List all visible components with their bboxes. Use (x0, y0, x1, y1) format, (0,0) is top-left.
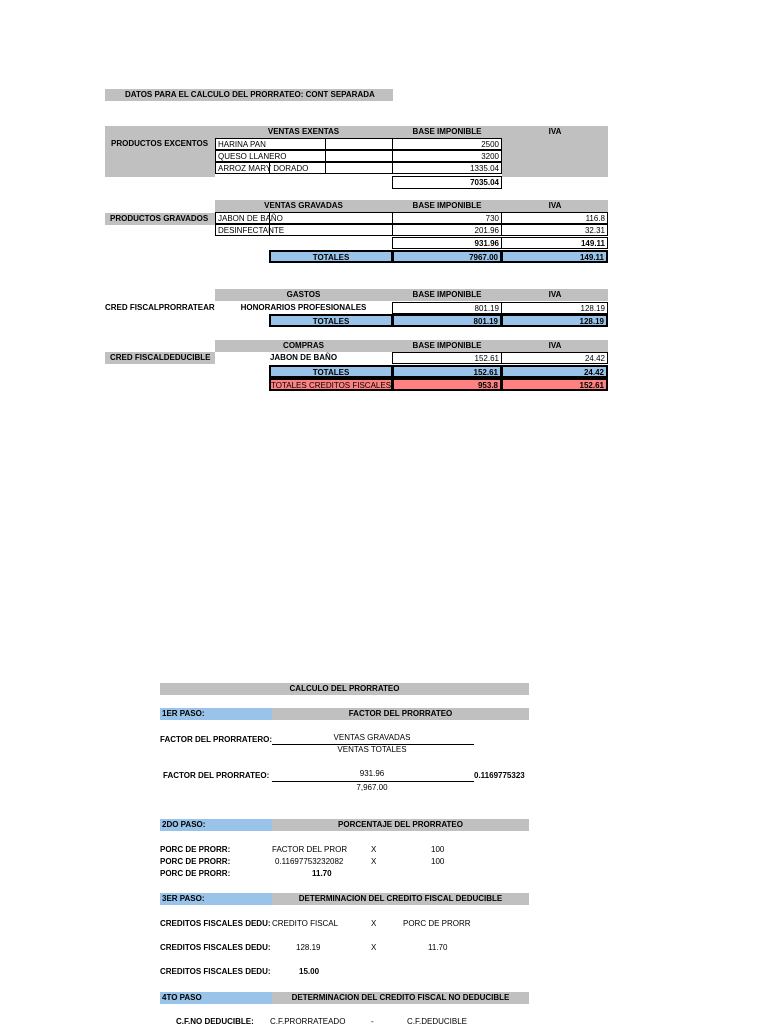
exentas-section-bg (105, 126, 215, 177)
creditos-fiscales-base: 953.8 (392, 378, 502, 391)
gravadas-totales-label: TOTALES (269, 250, 393, 263)
table-row: ARROZ MARY DORADO (215, 162, 326, 174)
compras-totales-base: 152.61 (392, 365, 502, 378)
factor-formula-label: FACTOR DEL PRORRATERO: (160, 735, 273, 744)
gravadas-subtotal-iva: 149.11 (501, 237, 608, 249)
table-row: QUESO LLANERO (215, 150, 326, 162)
cf-no-dedu-op: - (371, 1017, 374, 1026)
porc-result: 11.70 (312, 869, 332, 878)
paso4-heading: DETERMINACION DEL CREDITO FISCAL NO DEDUCIBLE (272, 992, 529, 1004)
table-row: HARINA PAN (215, 138, 326, 150)
creditos-fiscales-label: TOTALES CREDITOS FISCALES (269, 378, 393, 391)
table-cell-empty (269, 162, 393, 174)
page-title: DATOS PARA EL CALCULO DEL PRORRATEO: CONT SEPARADA (105, 89, 393, 101)
factor-numerator: VENTAS GRAVADAS (333, 733, 411, 742)
gravadas-header-name: VENTAS GRAVADAS (264, 201, 343, 210)
gravadas-header-iva: IVA (548, 201, 562, 210)
cf-no-dedu-a: C.F.PRORRATEADO (270, 1017, 346, 1026)
porc-row-label: PORC DE PRORR: (160, 857, 231, 866)
cf-dedu-row-label: CREDITOS FISCALES DEDU: (160, 919, 271, 928)
gravadas-totales-base: 7967.00 (392, 250, 502, 263)
cf-dedu-row-a: 128.19 (296, 943, 321, 952)
table-cell: 152.61 (392, 352, 502, 364)
factor-denominator: VENTAS TOTALES (337, 745, 407, 754)
paso3-label: 3ER PASO: (160, 893, 272, 905)
cf-dedu-row-b: PORC DE PRORR (403, 919, 471, 928)
cf-dedu-row-op: X (371, 919, 377, 928)
factor-result: 0.1169775323 (474, 771, 525, 780)
compras-header-name: COMPRAS (283, 341, 324, 350)
paso2-label: 2DO PASO: (160, 819, 272, 831)
table-cell: 116.8 (501, 212, 608, 224)
table-row: DESINFECTANTE (215, 224, 393, 236)
table-row: JABON DE BAÑO (215, 212, 393, 224)
table-cell: 128.19 (501, 302, 608, 314)
factor-num-value: 931.96 (359, 769, 385, 778)
exentas-header-iva: IVA (548, 127, 562, 136)
porc-row-b: 100 (431, 857, 445, 866)
exentas-iva-bg (502, 138, 608, 177)
compras-section-label: CRED FISCALDEDUCIBLE (110, 353, 211, 362)
gastos-totales-base: 801.19 (392, 314, 502, 327)
paso2-heading: PORCENTAJE DEL PRORRATEO (272, 819, 529, 831)
cf-no-dedu-label: C.F.NO DEDUCIBLE: (176, 1017, 254, 1026)
gastos-totales-iva: 128.19 (501, 314, 608, 327)
porc-row-label: PORC DE PRORR: (160, 845, 231, 854)
compras-totales-iva: 24.42 (501, 365, 608, 378)
table-cell-empty (325, 138, 393, 150)
gastos-totales-label: TOTALES (269, 314, 393, 327)
table-cell: 801.19 (392, 302, 502, 314)
paso1-label: 1ER PASO: (160, 708, 272, 720)
cf-dedu-row-label: CREDITOS FISCALES DEDU: (160, 943, 271, 952)
exentas-total: 7035.04 (392, 176, 502, 189)
gastos-section-label: CRED FISCALPRORRATEAR (105, 303, 215, 312)
porc-row-a: 0.11697753232082 (275, 857, 344, 866)
table-cell: 730 (392, 212, 502, 224)
gravadas-header-base: BASE IMPONIBLE (412, 201, 482, 210)
table-cell: 2500 (392, 138, 502, 150)
calculo-title: CALCULO DEL PRORRATEO (160, 683, 529, 695)
table-cell: 32.31 (501, 224, 608, 236)
compras-totales-label: TOTALES (269, 365, 393, 378)
porc-row-a: FACTOR DEL PROR (272, 845, 348, 854)
exentas-header-base: BASE IMPONIBLE (412, 127, 482, 136)
table-cell: 201.96 (392, 224, 502, 236)
porc-row-op: X (371, 857, 377, 866)
gastos-row-name: HONORARIOS PROFESIONALES (240, 303, 367, 312)
compras-header-base: BASE IMPONIBLE (412, 341, 482, 350)
gravadas-totales-iva: 149.11 (501, 250, 608, 263)
exentas-header-name: VENTAS EXENTAS (267, 127, 340, 136)
cf-dedu-row-label: CREDITOS FISCALES DEDU: (160, 967, 271, 976)
cf-dedu-row-a: CREDITO FISCAL (272, 919, 339, 928)
table-cell: 24.42 (501, 352, 608, 364)
compras-row-name: JABON DE BAÑO (269, 353, 338, 362)
fraction-line (272, 781, 474, 782)
gravadas-section-label: PRODUCTOS GRAVADOS (110, 214, 209, 223)
creditos-fiscales-iva: 152.61 (501, 378, 608, 391)
cf-dedu-result: 15.00 (299, 967, 320, 976)
gastos-header-base: BASE IMPONIBLE (412, 290, 482, 299)
gravadas-subtotal-base: 931.96 (392, 237, 502, 249)
porc-row-op: X (371, 845, 377, 854)
gastos-header-iva: IVA (548, 290, 562, 299)
table-cell-empty (325, 150, 393, 162)
exentas-section-label: PRODUCTOS EXCENTOS (111, 139, 209, 148)
paso3-heading: DETERMINACION DEL CREDITO FISCAL DEDUCIBLE (272, 893, 529, 905)
cf-no-dedu-b: C.F.DEDUCIBLE (407, 1017, 468, 1026)
cf-dedu-row-op: X (371, 943, 377, 952)
factor-den-value: 7,967.00 (356, 783, 388, 792)
cf-dedu-row-b: 11.70 (428, 943, 448, 952)
gastos-header-name: GASTOS (286, 290, 321, 299)
porc-row-b: 100 (431, 845, 445, 854)
table-cell: 1335.04 (392, 162, 502, 174)
paso4-label: 4TO PASO (160, 992, 272, 1004)
compras-header-iva: IVA (548, 341, 562, 350)
paso1-heading: FACTOR DEL PRORRATEO (272, 708, 529, 720)
table-cell: 3200 (392, 150, 502, 162)
porc-row-label: PORC DE PRORR: (160, 869, 231, 878)
factor-calc-label: FACTOR DEL PRORRATEO: (163, 771, 270, 780)
